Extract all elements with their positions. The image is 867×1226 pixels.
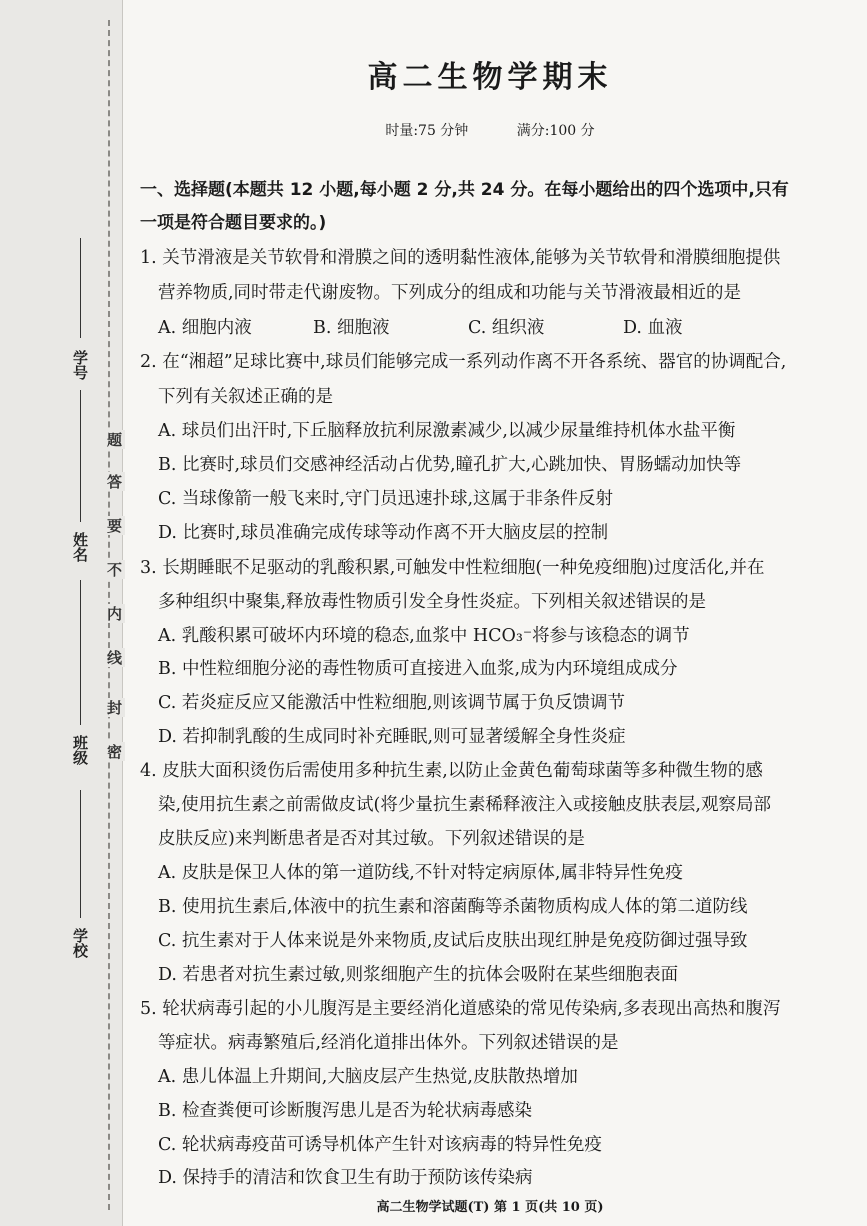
option: D. 血液 [623, 318, 683, 338]
class-blank [80, 580, 81, 725]
school-blank [80, 790, 81, 918]
question-4-stem: 皮肤反应)来判断患者是否对其过敏。下列叙述错误的是 [158, 829, 585, 849]
question-1-stem: 1. 关节滑液是关节软骨和滑膜之间的透明黏性液体,能够为关节软骨和滑膜细胞提供 [140, 248, 781, 268]
question-4-stem: 4. 皮肤大面积烫伤后需使用多种抗生素,以防止金黄色葡萄球菌等多种微生物的感 [140, 761, 763, 781]
option: B. 使用抗生素后,体液中的抗生素和溶菌酶等杀菌物质构成人体的第二道防线 [158, 897, 748, 917]
option: C. 轮状病毒疫苗可诱导机体产生针对该病毒的特异性免疫 [158, 1135, 602, 1155]
option: C. 若炎症反应又能激活中性粒细胞,则该调节属于负反馈调节 [158, 693, 625, 713]
name-blank [80, 390, 81, 522]
seal-char: 要 [105, 518, 123, 533]
option: B. 比赛时,球员们交感神经活动占优势,瞳孔扩大,心跳加快、胃肠蠕动加快等 [158, 455, 742, 475]
option: D. 若抑制乳酸的生成同时补充睡眠,则可显著缓解全身性炎症 [158, 727, 626, 747]
class-label: 班级 [71, 735, 89, 765]
time-limit: 时量:75 分钟 [385, 123, 469, 139]
binding-margin [0, 0, 123, 1226]
option: D. 保持手的清洁和饮食卫生有助于预防该传染病 [158, 1168, 533, 1188]
option: C. 抗生素对于人体来说是外来物质,皮试后皮肤出现红肿是免疫防御过强导致 [158, 931, 748, 951]
option: A. 细胞内液 [158, 318, 252, 338]
seal-char: 封 [105, 700, 123, 715]
exam-meta [140, 120, 840, 140]
question-5-stem: 5. 轮状病毒引起的小儿腹泻是主要经消化道感染的常见传染病,多表现出高热和腹泻 [140, 999, 781, 1019]
section-intro-line: 一项是符合题目要求的。) [140, 213, 327, 233]
question-3-stem: 多种组织中聚集,释放毒性物质引发全身性炎症。下列相关叙述错误的是 [158, 592, 707, 612]
name-label: 姓名 [71, 532, 89, 562]
seal-char: 内 [105, 606, 123, 621]
option: A. 球员们出汗时,下丘脑释放抗利尿激素减少,以减少尿量维持机体水盐平衡 [158, 421, 736, 441]
option: A. 皮肤是保卫人体的第一道防线,不针对特定病原体,属非特异性免疫 [158, 863, 683, 883]
question-2-stem: 2. 在“湘超”足球比赛中,球员们能够完成一系列动作离不开各系统、器官的协调配合, [140, 352, 787, 372]
seal-char: 题 [105, 432, 123, 447]
seal-char: 答 [105, 474, 123, 489]
school-label: 学校 [71, 928, 89, 958]
option: C. 组织液 [468, 318, 545, 338]
option: D. 若患者对抗生素过敏,则浆细胞产生的抗体会吸附在某些细胞表面 [158, 965, 679, 985]
seal-char: 不 [105, 562, 123, 577]
option: D. 比赛时,球员准确完成传球等动作离不开大脑皮层的控制 [158, 523, 609, 543]
option: B. 细胞液 [313, 318, 390, 338]
full-score: 满分:100 分 [516, 123, 595, 139]
question-3-stem: 3. 长期睡眠不足驱动的乳酸积累,可触发中性粒细胞(一种免疫细胞)过度活化,并在 [140, 558, 765, 578]
question-2-stem: 下列有关叙述正确的是 [158, 387, 333, 407]
exam-title: 高二生物学期末 [367, 60, 613, 95]
question-4-stem: 染,使用抗生素之前需做皮试(将少量抗生素稀释液注入或接触皮肤表层,观察局部 [158, 795, 771, 815]
student-id-blank [80, 238, 81, 338]
option: B. 检查粪便可诊断腹泻患儿是否为轮状病毒感染 [158, 1101, 532, 1121]
student-id-label: 学号 [71, 350, 89, 380]
option: A. 乳酸积累可破坏内环境的稳态,血浆中 HCO₃⁻将参与该稳态的调节 [158, 626, 690, 646]
question-1-stem: 营养物质,同时带走代谢废物。下列成分的组成和功能与关节滑液最相近的是 [158, 283, 742, 303]
seal-char: 线 [105, 650, 123, 665]
option: B. 中性粒细胞分泌的毒性物质可直接进入血浆,成为内环境组成成分 [158, 659, 678, 679]
seal-char: 密 [105, 744, 123, 759]
page-footer: 高二生物学试题(T) 第 1 页(共 10 页) [376, 1200, 604, 1215]
option: C. 当球像箭一般飞来时,守门员迅速扑球,这属于非条件反射 [158, 489, 614, 509]
question-5-stem: 等症状。病毒繁殖后,经消化道排出体外。下列叙述错误的是 [158, 1033, 619, 1053]
option: A. 患儿体温上升期间,大脑皮层产生热觉,皮肤散热增加 [158, 1067, 578, 1087]
section-intro-line: 一、选择题(本题共 12 小题,每小题 2 分,共 24 分。在每小题给出的四个选项中,只有 [140, 180, 789, 200]
question-1-options [158, 316, 778, 340]
